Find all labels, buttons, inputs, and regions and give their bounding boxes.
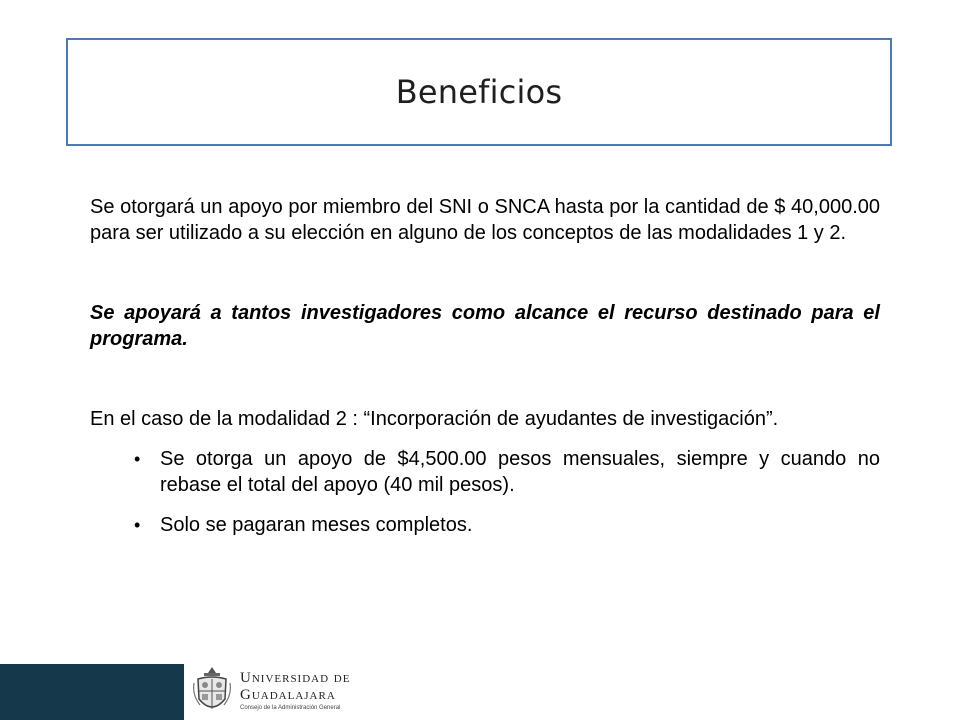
bullet-item <box>134 512 880 538</box>
slide-title: Beneficios <box>395 73 563 111</box>
logo-university-label: Universidad de <box>240 670 351 686</box>
paragraph-support-amount: Se otorgará un apoyo por miembro del SNI o SNCA hasta por la cantidad de $ 40,000.00 para ser utilizado a su elección en alguno de los conceptos de las modalidades 1 y 2. <box>90 196 880 244</box>
bullet-item <box>134 446 880 498</box>
bullet-text: Solo se pagaran meses completos. <box>160 514 473 536</box>
logo-text <box>240 670 350 712</box>
logo-council-label: Consejo de la Administración General <box>240 705 341 711</box>
bullet-text: Se otorga un apoyo de $4,500.00 pesos mensuales, siempre y cuando no rebase el total del apoyo (40 mil pesos). <box>160 448 880 496</box>
title-box <box>66 38 892 146</box>
footer-bar <box>0 664 184 720</box>
slide-body <box>90 194 880 552</box>
bullet-icon: • <box>134 515 141 535</box>
university-crest-icon <box>192 665 232 717</box>
paragraph-researchers-note: Se apoyará a tantos investigadores como alcance el recurso destinado para el programa. <box>90 302 880 350</box>
bullet-icon: • <box>134 449 141 469</box>
logo-guadalajara-label: Guadalajara <box>240 687 336 703</box>
bullet-list <box>90 446 880 538</box>
paragraph-modality-2: En el caso de la modalidad 2 : “Incorporación de ayudantes de investigación”. <box>90 408 779 430</box>
university-logo <box>192 662 350 720</box>
